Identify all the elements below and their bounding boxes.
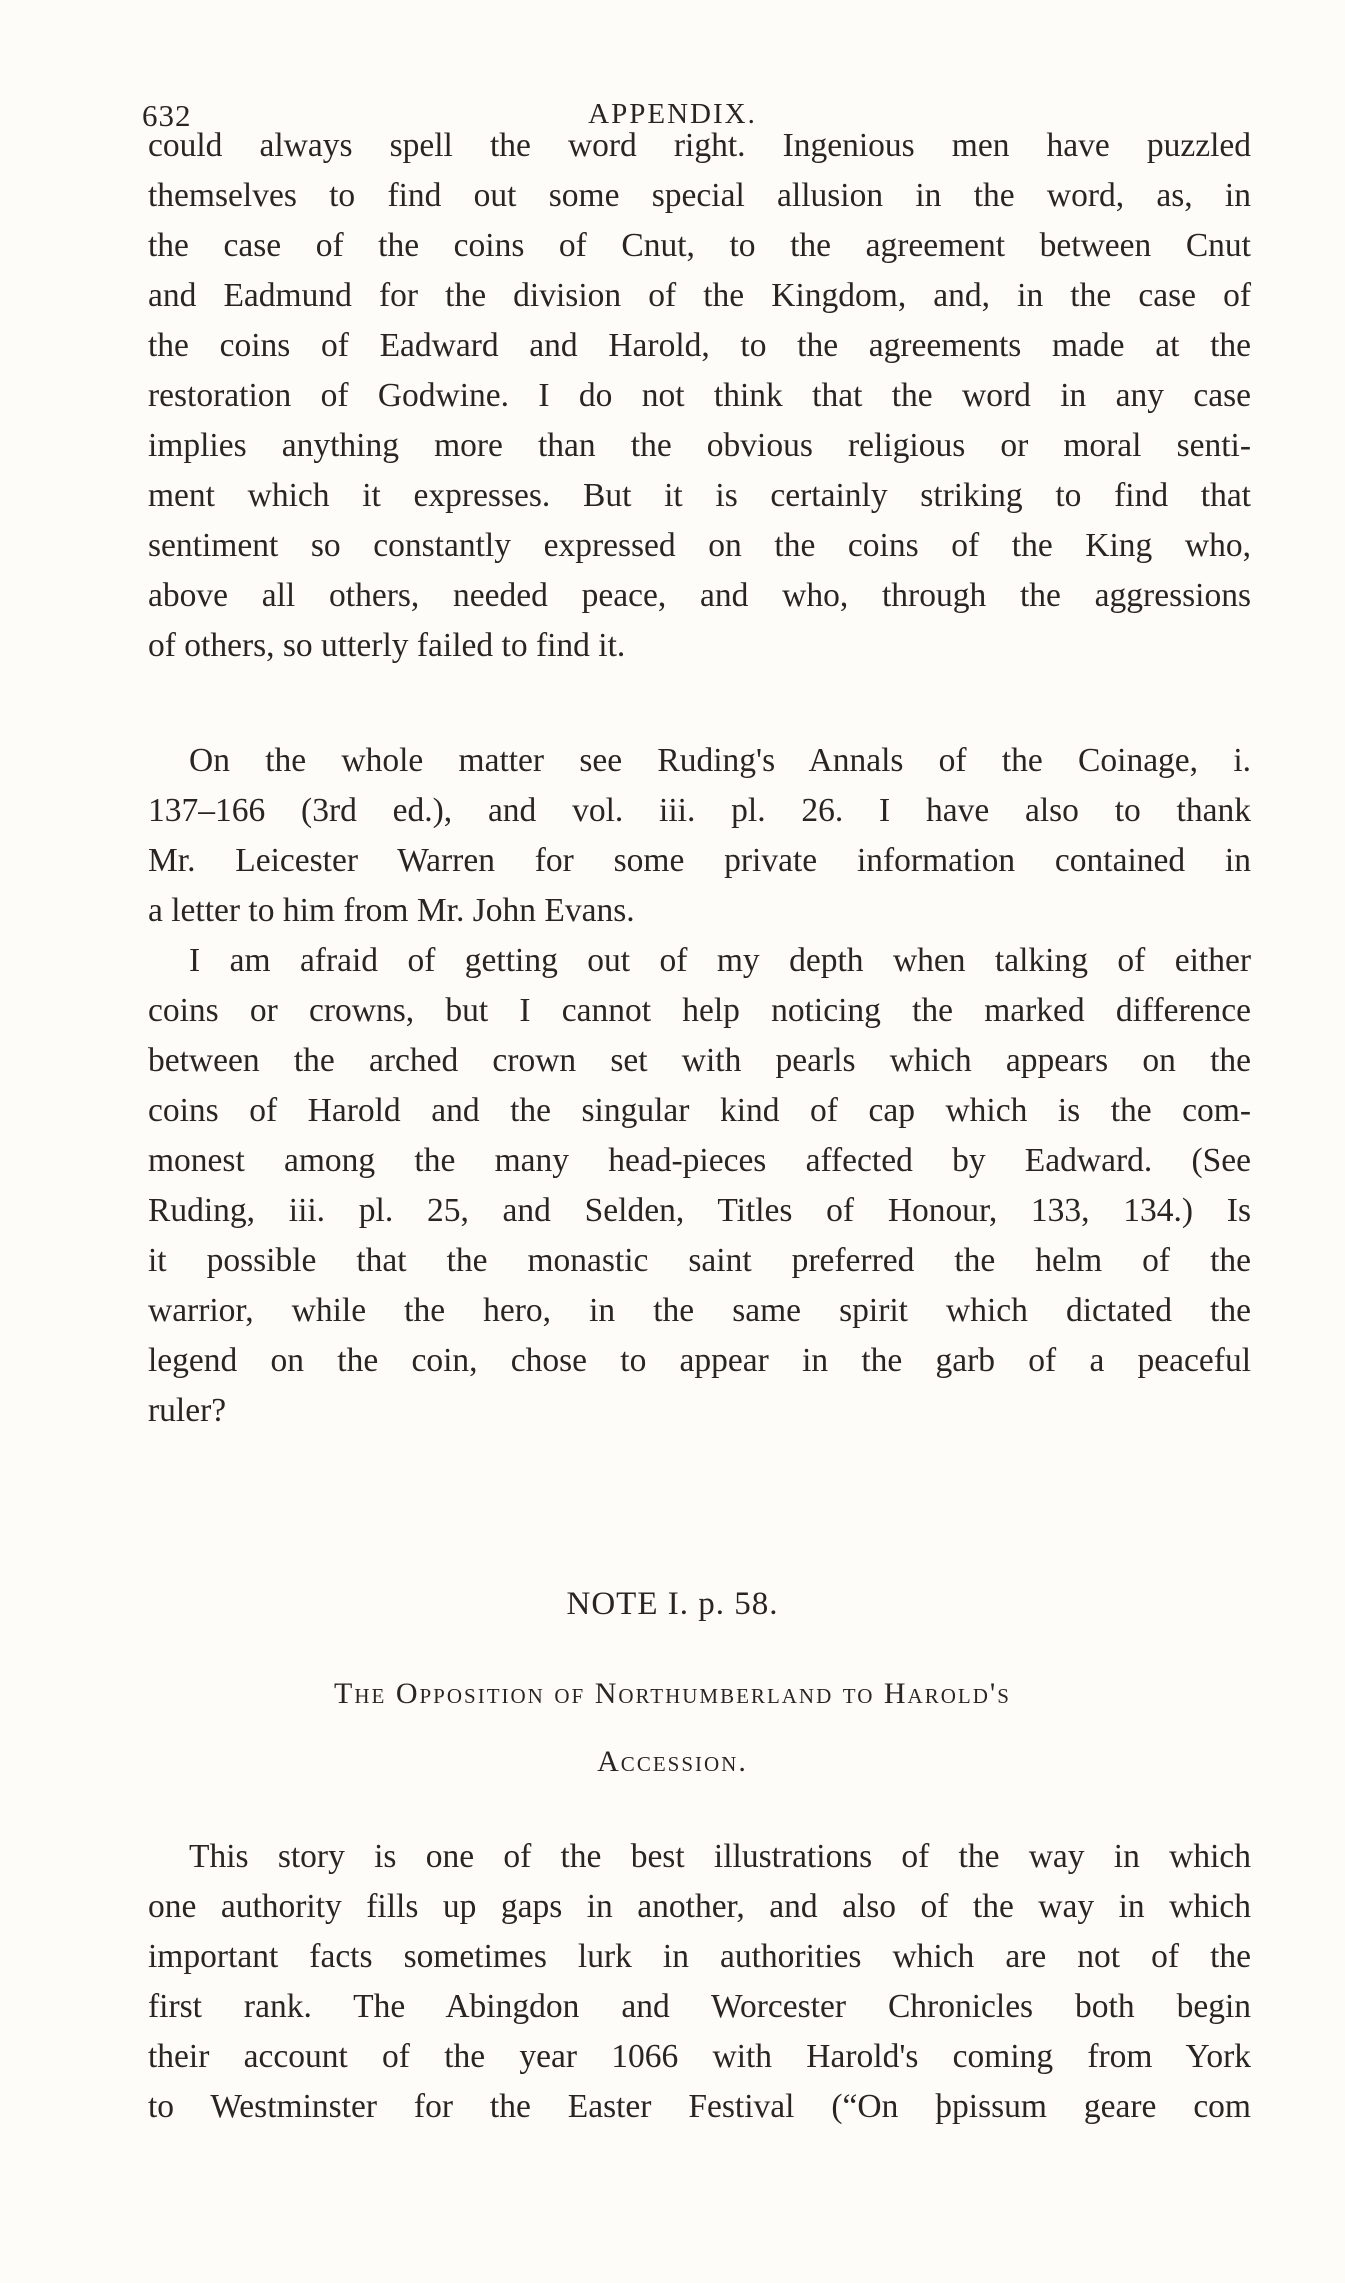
text-line: of others, so utterly failed to find it. [148,627,626,664]
text-line: On the whole matter see Ruding's Annals of the Coinage, i. [189,742,1251,779]
note-title-line-2: Accession. [597,1745,748,1778]
text-line: Ruding, iii. pl. 25, and Selden, Titles of Honour, 133, 134.) Is [148,1192,1251,1229]
text-line: one authority fills up gaps in another, and also of the way in which [148,1888,1251,1925]
text-line: legend on the coin, chose to appear in the garb of a peaceful [148,1342,1251,1379]
text-line: and Eadmund for the division of the Kingdom, and, in the case of [148,277,1251,314]
text-line: important facts sometimes lurk in authorities which are not of the [148,1938,1251,1975]
note-heading: NOTE I. p. 58. [566,1586,779,1622]
text-line: Mr. Leicester Warren for some private information contained in [148,842,1251,879]
text-line: the case of the coins of Cnut, to the agreement between Cnut [148,227,1251,264]
paragraph-ruding-reference [148,736,1251,936]
running-title: APPENDIX. [588,98,757,130]
text-line: themselves to find out some special allusion in the word, as, in [148,177,1251,214]
text-line: sentiment so constantly expressed on the coins of the King who, [148,527,1251,564]
paragraph-crowns [148,936,1251,1436]
text-line: their account of the year 1066 with Harold's coming from York [148,2038,1251,2075]
text-line: coins or crowns, but I cannot help noticing the marked difference [148,992,1251,1029]
text-line: warrior, while the hero, in the same spirit which dictated the [148,1292,1251,1329]
paragraph-coin-legend [148,121,1251,671]
text-line: between the arched crown set with pearls which appears on the [148,1042,1251,1079]
text-line: ment which it expresses. But it is certainly striking to find that [148,477,1251,514]
text-line: This story is one of the best illustrations of the way in which [189,1838,1251,1875]
text-line: first rank. The Abingdon and Worcester Chronicles both begin [148,1988,1251,2025]
paragraph-note-body [148,1832,1251,2132]
note-title-line-1: The Opposition of Northumberland to Harold's [334,1677,1011,1710]
text-line: coins of Harold and the singular kind of cap which is the com- [148,1092,1251,1129]
page-number: 632 [142,98,192,133]
text-line: implies anything more than the obvious religious or moral senti- [148,427,1251,464]
text-line: a letter to him from Mr. John Evans. [148,892,635,929]
text-line: ruler? [148,1392,227,1429]
text-line: restoration of Godwine. I do not think that the word in any case [148,377,1251,414]
text-line: could always spell the word right. Ingenious men have puzzled [148,127,1251,164]
text-line: monest among the many head-pieces affected by Eadward. (See [148,1142,1251,1179]
text-line: above all others, needed peace, and who, through the aggressions [148,577,1251,614]
text-line: 137–166 (3rd ed.), and vol. iii. pl. 26. I have also to thank [148,792,1251,829]
text-line: to Westminster for the Easter Festival (“On þpissum geare com [148,2088,1251,2125]
text-line: I am afraid of getting out of my depth when talking of either [189,942,1251,979]
text-line: it possible that the monastic saint preferred the helm of the [148,1242,1251,1279]
text-line: the coins of Eadward and Harold, to the agreements made at the [148,327,1251,364]
